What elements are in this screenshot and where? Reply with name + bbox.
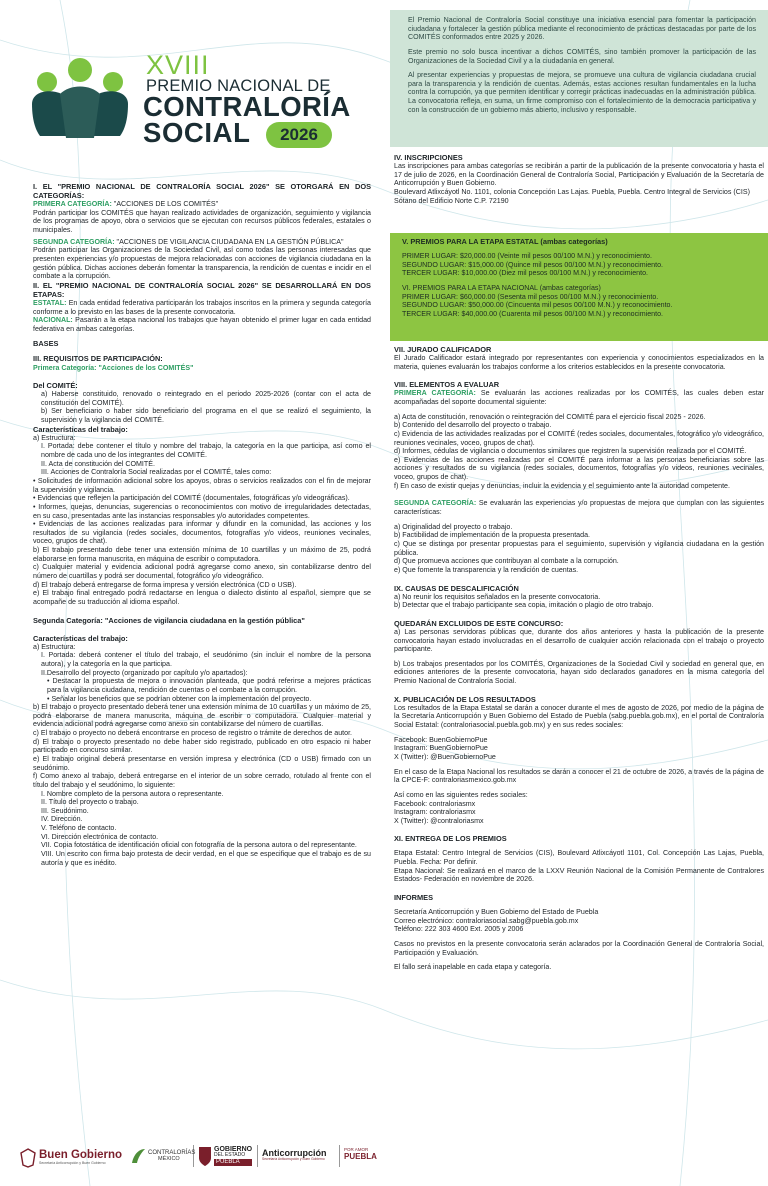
section-4-p1: Las inscripciones para ambas categorías se recibirán a partir de la publicación de la presente convocatoria y hasta el 17 de julio de 2026, en la Coordinación General de Contraloría Social, Participación y Evaluación de la Secretaría de Anticorrupción y Buen Gobierno. [394,162,764,188]
s8-a: a) Acta de constitución, renovación o reintegración del COMITÉ para el ejercicio fiscal 2025 - 2026. [394,412,706,421]
estatal-label: ESTATAL: [33,298,67,307]
bases-heading: BASES [33,339,59,349]
c2-f-item-1: I. Nombre completo de la persona autora o representante. [41,789,224,798]
s8-2b: b) Factibilidad de implementación de la propuesta presentada. [394,531,590,540]
segunda-categoria-title: Segunda Categoría: "Acciones de vigilancia ciudadana en la gestión pública" [33,615,305,625]
exclusions-title: QUEDARÁN EXCLUIDOS DE ESTE CONCURSO: [394,618,564,628]
nacional-prize-2: SEGUNDO LUGAR: $50,000.00 (Cincuenta mil pesos 00/100 M.N.) y reconocimiento. [402,301,673,310]
state-shield-icon [198,1145,212,1167]
c2-f-item-4: IV. Dirección. [41,815,83,824]
informes-1: Secretaría Anticorrupción y Buen Gobierno del Estado de Puebla [394,908,599,917]
prizes-box [390,233,768,341]
section-11-title: XI. ENTREGA DE LOS PREMIOS [394,834,507,844]
section-3-category: Primera Categoría: "Acciones de los COMITÉS" [33,363,194,372]
s8-cat1-text: Se evaluarán las acciones realizadas por los COMITÉS, las cuales deben estar acompañadas del soporte documental siguiente: [394,389,764,406]
c1-b: b) El trabajo presentado debe tener una extensión mínima de 10 cuartillas y un máximo de 25, podrá elaborarse en forma manuscrita, en máquina de escribir o computadora. [33,546,371,563]
c1-bullet-2: • Evidencias que reflejen la participación del COMITÉ (documentales, fotográficas y/o videográficas). [33,494,350,503]
c2-f-item-7: VII. Copia fotostática de identificación oficial con fotografía de la persona autora o del representante. [41,841,357,850]
footer-logos [0,1138,384,1172]
c1-iii: III. Acciones de Contraloría Social realizadas por el COMITÉ, tales como: [41,468,272,477]
left-column [33,182,371,867]
intro-box [390,10,768,147]
gobierno-line-1: GOBIERNO [214,1146,253,1154]
s8-2a: a) Originalidad del proyecto o trabajo. [394,522,513,531]
logo-line-1: PREMIO NACIONAL DE [146,77,331,95]
c1-bullet-1: • Solicitudes de información adicional sobre los apoyos, obras o servicios realizados con el fin de mejorar la supervisión y vigilancia. [33,476,371,494]
logo-year-badge: 2026 [266,122,332,148]
section-6-title: VI. PREMIOS PARA LA ETAPA NACIONAL (ambas categorías) [402,283,601,292]
c2-f-item-6: VI. Dirección electrónica de contacto. [41,832,159,841]
s8-cat1-line [394,389,764,406]
section-5-title: V. PREMIOS PARA LA ETAPA ESTATAL (ambas categorías) [402,237,608,246]
c2-bullet-2: • Señalar los beneficios que se podrían obtener con la implementación del proyecto. [47,694,312,703]
c2-e: e) El trabajo original deberá presentarse en versión impresa y electrónica (CD o USB) firmado con un seudónimo. [33,754,371,772]
c2-b: b) El trabajo o proyecto presentado deberá tener una extensión mínima de 10 cuartillas y un máximo de 25, podrá elaborarse de manera manuscrita, máquina de escribir o computadora. Cualquier material y evidencia adicional podrá agregarse como anexo sin contabilizarse del número de cuartillas. [33,703,371,729]
s10-instagram-1: Instagram: BuenGobiernoPue [394,744,488,753]
informes-3: Teléfono: 222 303 4600 Ext. 2005 y 2006 [394,925,524,934]
por-amor-line-2: PUEBLA [344,1151,377,1161]
s8-e: e) Evidencias de las acciones realizadas por el COMITÉ para informar a las personas beneficiarias sobre las acciones y resultados de su vigilancia (redes sociales, documentos, fotografías y/o videos, reuniones vecinales, voceo, grupos de chat). [394,455,764,482]
intro-paragraph-3: Al presentar experiencias y propuestas de mejora, se promueve una cultura de vigilancia ciudadana crucial para la transparencia y la rendición de cuentas. Además, estas acciones resultan fundamentales en la lucha contra la corrupción, ya que permiten identificar y corregir prácticas inadecuadas en la administración pública. La convocatoria refleja, en suma, un firme compromiso con el fortalecimiento de la democracia participativa y con la construcción de un gobierno más abierto, inclusivo y responsable. [408,71,756,114]
s9-a: a) No reunir los requisitos señalados en la presente convocatoria. [394,592,601,601]
buen-gobierno-logo [20,1148,122,1168]
buen-gobierno-name: Buen Gobierno [39,1149,123,1162]
section-7-title: VII. JURADO CALIFICADOR [394,345,492,354]
s8-cat2-label: SEGUNDA CATEGORÍA: [394,499,477,508]
s8-d: d) Informes, cédulas de vigilancia o documentos similares que registren la supervisión realizada por el COMITÉ. [394,447,747,456]
anticorrupcion-logo [262,1149,327,1162]
s8-c: c) Evidencia de las actividades realizadas por el COMITÉ (redes sociales, documentales, fotográfico y/o videográfico, reuniones vecinales, voceo, grupos de chat). [394,429,764,447]
contralorias-mexico-logo [130,1147,195,1165]
comite-req-a: a) Haberse constituido, renovado o reintegrado en el periodo 2025-2026 (contar con el acta de constitución del COMITÉ). [41,390,371,407]
s8-2e: e) Que fomente la transparencia y la rendición de cuentas. [394,565,579,574]
anticorrupcion-sub: Secretaría Anticorrupción y Buen Gobierno [262,1157,325,1161]
nacional-text: Pasarán a la etapa nacional los trabajos que hayan obtenido el primer lugar en cada entidad federativa en ambas categorías. [33,316,371,333]
section-4-title: IV. INSCRIPCIONES [394,153,463,162]
informes-5: El fallo será inapelable en cada etapa y categoría. [394,963,552,972]
c2-f-item-8: VIII. Un escrito con firma bajo protesta de decir verdad, en el que se especifique que el trabajo es de su autoría y que es inédito. [41,850,371,867]
s8-b: b) Contenido del desarrollo del proyecto o trabajo. [394,421,552,430]
buen-gobierno-sub: Secretaría Anticorrupción y Buen Gobierno [39,1160,106,1165]
cat2-name: "ACCIONES DE VIGILANCIA CIUDADANA EN LA GESTIÓN PÚBLICA" [114,237,344,246]
c2-f-item-2: II. Título del proyecto o trabajo. [41,798,139,807]
cat2-line [33,238,371,247]
informes-title: INFORMES [394,893,434,903]
c1-ii: II. Acta de constitución del COMITÉ. [41,459,155,468]
contralorias-sub: MÉXICO [158,1155,180,1162]
s8-f: f) En caso de existir quejas y denuncias, incluir la evidencia y el seguimiento ante la autoridad competente. [394,481,730,490]
s11-p2: Etapa Nacional: Se realizará en el marco de la LXXV Reunión Nacional de la Comisión Permanente de Contralores Estados- Federación en noviembre de 2026. [394,866,764,884]
c1-i: I. Portada: debe contener el título y nombre del trabajo, la categoría en la que participa, así como el nombre de cada uno de los integrantes del COMITÉ. [41,442,371,460]
s10-facebook-1: Facebook: BuenGobiernoPue [394,735,488,744]
s10-p1: Los resultados de la Etapa Estatal se darán a conocer durante el mes de agosto de 2026, por medio de la página de la Secretaría Anticorrupción y Buen Gobierno del Estado de Puebla (sabg.puebla.gob.mx), en el portal de Contraloría Social Estatal: (contraloriasocial.puebla.gob.mx) y en sus redes sociales: [394,703,764,730]
cat2-text: Podrán participar las Organizaciones de la Sociedad Civil, así como todas las personas interesadas que presenten experiencias y/o propuestas de mejora relacionadas con acciones de vigilancia ciudadana en la gestión pública. Dichas acciones deberán fomentar la transparencia, la rendición de cuentas e incidir en el combate a la corrupción. [33,246,371,281]
comite-req-b: b) Ser beneficiario o haber sido beneficiario del programa en el que se realizó el seguimiento, la supervisión y la vigilancia del COMITÉ. [41,407,371,425]
section-8-title: VIII. ELEMENTOS A EVALUAR [394,380,500,390]
cat1-label: PRIMERA CATEGORÍA: [33,200,112,209]
right-column-top [394,153,764,205]
cat1-line [33,200,371,209]
cat1-text: Podrán participar los COMITÉS que hayan realizado actividades de organización, seguimiento y vigilancia de los programas de apoyo, obra o servicios que se ejecutan con recursos públicos federales, estatales o municipales. [33,208,371,234]
section-3-title: III. REQUISITOS DE PARTICIPACIÓN: [33,354,163,364]
logo-numeral: XVIII [146,50,210,80]
por-amor-line-1: POR AMOR [344,1147,369,1152]
section-2-title: II. EL "PREMIO NACIONAL DE CONTRALORÍA SOCIAL 2026" SE DESARROLLARÁ EN DOS ETAPAS: [33,280,371,299]
c1-bullet-4: • Evidencias de las acciones realizadas para informar y difundir en la comunidad, las acciones y los resultados de su vigilancia (redes sociales, documentos, fotografías y/o videos, reuniones vecinales, voceo, grupos de chat). [33,520,371,546]
s10-facebook-2: Facebook: contraloriasmx [394,799,476,808]
c1-bullet-3: • Informes, quejas, denuncias, sugerencias o reconocimientos con motivo de irregularidades detectadas, en su caso, presentadas ante las instancias responsables y/o autoridades competentes. [33,502,371,520]
coat-of-arms-icon [20,1148,36,1168]
s8-cat1-label: PRIMERA CATEGORÍA: [394,389,476,398]
caracteristicas-2-heading: Características del trabajo: [33,633,128,643]
logo-line-3: SOCIAL [143,117,251,148]
informes-2: Correo electrónico: contraloriasocial.sabg@puebla.gob.mx [394,916,579,925]
s8-cat2-line [394,499,764,516]
por-amor-puebla-logo [344,1148,377,1161]
s8-2d: d) Que promueva acciones que contribuyan al combate a la corrupción. [394,557,619,566]
exclusion-b: b) Los trabajos presentados por los COMITÉS, Organizaciones de la Sociedad Civil y sociedad en general que, en ediciones anteriores de la presente convocatoria, hayan sido declarados ganadores en la misma categoría del Premio Nacional de Contraloría Social. [394,659,764,686]
anticorrupcion-name: Anticorrupción [262,1148,327,1158]
right-column-main [394,345,764,972]
caracteristicas-1-heading: Características del trabajo: [33,424,128,434]
c1-a: a) Estructura: [33,433,76,442]
c2-c: c) El trabajo o proyecto no deberá encontrarse en proceso de registro o trámite de derechos de autor. [33,729,353,738]
c2-f-item-3: III. Seudónimo. [41,806,89,815]
c1-d: d) El trabajo deberá entregarse de forma impresa y versión electrónica (CD o USB). [33,580,297,589]
c2-bullet-1: • Destacar la propuesta de mejora o innovación planteada, que podrá referirse a mejores prácticas para la vigilancia ciudadana, rendición de cuentas o el combate a la corrupción. [47,677,371,694]
nacional-line [33,316,371,333]
c2-d: d) El trabajo o proyecto presentado no debe haber sido registrado, publicado en otro espacio ni haber participado en concurso similar. [33,737,371,755]
c2-a: a) Estructura: [33,642,76,651]
s8-cat2-text: Se evaluarán las experiencias y/o propuestas de mejora que cumplan con las siguientes características: [394,499,764,517]
s10-p2: En el caso de la Etapa Nacional los resultados se darán a conocer el 21 de octubre de 2026, a través de la página de la CPCE-F: contraloriasmexico.gob.mx [394,767,764,785]
gobierno-line-3: PUEBLA [214,1159,252,1166]
gobierno-line-2: DEL ESTADO [214,1152,246,1159]
estatal-prize-3: TERCER LUGAR: $10,000.00 (Diez mil pesos 00/100 M.N.) y reconocimiento. [402,269,649,278]
nacional-prize-1: PRIMER LUGAR: $60,000.00 (Sesenta mil pesos 00/100 M.N.) y reconocimiento. [402,292,659,301]
s11-p1: Etapa Estatal: Centro Integral de Servicios (CIS), Boulevard Atlixcáyotl 1101, Col. Concepción Las Lajas, Puebla, Puebla. Fecha: Por definir. [394,849,764,867]
section-7-text: El Jurado Calificador estará integrado por representantes con experiencia y conocimientos especializados en la materia, quienes evaluarán los trabajos conforme a los criterios establecidos en la presente convocatoria. [394,354,764,371]
s10-twitter-2: X (Twitter): @contraloriasmx [394,816,484,825]
c2-ii: II.Desarrollo del proyecto (organizado por capítulo y/o apartados): [41,668,248,677]
cat1-name: "ACCIONES DE LOS COMITÉS" [111,200,219,209]
intro-paragraph-1: El Premio Nacional de Contraloría Social constituye una iniciativa esencial para fomentar la participación ciudadana y fortalecer la gestión pública mediante el reconocimiento de prácticas destacadas por parte de los COMITÉS conformados entre 2025 y 2026. [408,16,756,42]
gobierno-estado-logo [198,1145,252,1167]
s10-p3: Así como en las siguientes redes sociales: [394,790,528,799]
people-group-icon [30,58,130,138]
estatal-prize-1: PRIMER LUGAR: $20,000.00 (Veinte mil pesos 00/100 M.N.) y reconocimiento. [402,252,652,261]
section-9-title: IX. CAUSAS DE DESCALIFICACIÓN [394,583,519,593]
exclusion-a: a) Las personas servidoras públicas que, durante dos años anteriores y hasta la publicación de la presente convocatoria hayan estado involucradas en el desarrollo de cualquier acción relacionada con el trabajo o proyecto participante. [394,627,764,654]
del-comite-heading: Del COMITÉ: [33,381,78,391]
section-10-title: X. PUBLICACIÓN DE LOS RESULTADOS [394,694,536,704]
c2-f: f) Como anexo al trabajo, deberá entregarse en el interior de un sobre cerrado, rotulado al frente con el título del trabajo y el seudónimo, lo siguiente: [33,772,371,789]
s8-2c: c) Que se distinga por presentar propuestas para el seguimiento, supervisión y vigilancia ciudadana en la gestión pública. [394,539,764,557]
c2-i: I. Portada: deberá contener el título del trabajo, el seudónimo (sin incluir el nombre de la persona autora), y la categoría en la que participa. [41,651,371,668]
estatal-prize-2: SEGUNDO LUGAR: $15,000.00 (Quince mil pesos 00/100 M.N.) y reconocimiento. [402,260,664,269]
informes-4: Casos no previstos en la presente convocatoria serán aclarados por la Coordinación General de Contraloría Social, Participación y Evaluación. [394,939,764,957]
intro-paragraph-2: Este premio no solo busca incentivar a dichos COMITÉS, sino también promover la participación de las Organizaciones de la Sociedad Civil y a la ciudadanía en general. [408,47,756,65]
cat2-label: SEGUNDA CATEGORÍA: [33,237,115,246]
section-1-title: I. EL "PREMIO NACIONAL DE CONTRALORÍA SOCIAL 2026" SE OTORGARÁ EN DOS CATEGORÍAS: [33,182,371,201]
estatal-text: En cada entidad federativa participarán los trabajos inscritos en la primera y segunda categoría conforme a lo previsto en las bases de la presente convocatoria. [33,298,371,316]
c1-e: e) El trabajo final entregado podrá redactarse en lengua o dialecto distinto al español, siempre que se acompañe de su traducción al idioma español. [33,589,371,606]
s10-twitter-1: X (Twitter): @BuenGobiernoPue [394,752,496,761]
nacional-prize-3: TERCER LUGAR: $40,000.00 (Cuarenta mil pesos 00/100 M.N.) y reconocimiento. [402,309,664,318]
contralorias-mark-icon [130,1147,146,1165]
s9-b: b) Detectar que el trabajo participante sea copia, imitación o plagio de otro trabajo. [394,601,654,610]
nacional-label: NACIONAL: [33,316,73,325]
estatal-line [33,299,371,316]
c1-c: c) Cualquier material y evidencia adicional podrá agregarse como anexo, sin contabilizarse dentro del número de cuartillas y podrá ser documental, fotográfico y/o videográfico. [33,563,371,581]
c2-f-item-5: V. Teléfono de contacto. [41,824,117,833]
logo-line-2: CONTRALORÍA [143,91,351,122]
contralorias-name: CONTRALORÍAS [148,1149,196,1156]
s10-instagram-2: Instagram: contraloriasmx [394,808,476,817]
section-4-p2: Boulevard Atlixcáyotl No. 1101, colonia Concepción Las Lajas. Puebla, Puebla. Centro Integral de Servicios (CIS) Sótano del Edificio Norte C.P. 72190 [394,187,750,205]
